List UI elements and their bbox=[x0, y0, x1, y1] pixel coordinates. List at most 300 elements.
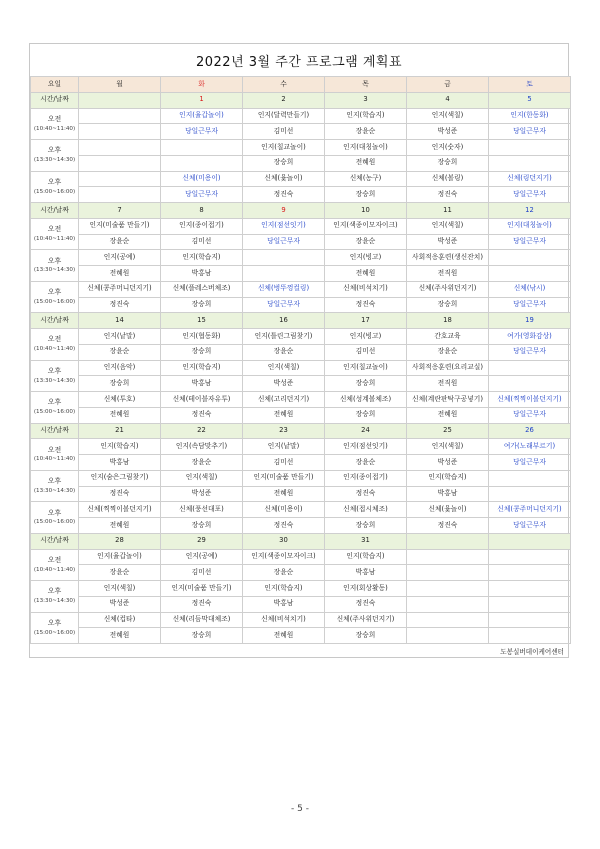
program-cell: 인지(속담맞추기) bbox=[161, 439, 243, 455]
program-cell bbox=[79, 108, 161, 124]
slot-time: (10:40~11:40) bbox=[33, 125, 76, 132]
staff-row bbox=[31, 376, 571, 392]
day-header-mon: 월 bbox=[79, 77, 161, 93]
staff-cell bbox=[407, 596, 489, 612]
slot-time: (10:40~11:40) bbox=[33, 456, 76, 463]
staff-cell bbox=[489, 266, 571, 282]
time-slot-label bbox=[31, 108, 79, 140]
program-cell: 인지(회상활동) bbox=[325, 581, 407, 597]
program-cell bbox=[407, 581, 489, 597]
staff-cell: 장윤순 bbox=[407, 344, 489, 360]
program-cell: 신체(찍찍이볼던지기) bbox=[489, 392, 571, 408]
staff-cell bbox=[489, 628, 571, 644]
program-cell bbox=[79, 171, 161, 187]
program-cell: 인지(대칭놀이) bbox=[489, 218, 571, 234]
slot-name: 오후 bbox=[47, 587, 62, 596]
program-cell: 신체(테이블자유투) bbox=[161, 392, 243, 408]
date-cell: 30 bbox=[243, 533, 325, 549]
staff-cell: 전혜원 bbox=[325, 266, 407, 282]
program-row bbox=[31, 250, 571, 266]
time-slot-label bbox=[31, 360, 79, 392]
date-cell: 16 bbox=[243, 313, 325, 329]
program-row bbox=[31, 470, 571, 486]
slot-name: 오후 bbox=[47, 398, 62, 407]
date-cell: 10 bbox=[325, 203, 407, 219]
staff-cell: 장윤순 bbox=[325, 455, 407, 471]
program-cell: 인지(칠교놀이) bbox=[243, 140, 325, 156]
program-cell: 인지(공예) bbox=[161, 549, 243, 565]
slot-time: (15:00~16:00) bbox=[33, 298, 76, 305]
program-cell: 신체(풍선대포) bbox=[161, 502, 243, 518]
staff-cell: 정진숙 bbox=[243, 518, 325, 534]
time-slot-label bbox=[31, 281, 79, 313]
program-cell: 인지(공예) bbox=[79, 250, 161, 266]
program-cell: 인지(빙고) bbox=[325, 329, 407, 345]
program-cell: 인지(학습지) bbox=[161, 250, 243, 266]
staff-cell: 정진숙 bbox=[161, 596, 243, 612]
date-cell: 2 bbox=[243, 92, 325, 108]
program-cell: 신체(콩주머니던지기) bbox=[79, 281, 161, 297]
staff-cell: 장윤순 bbox=[243, 344, 325, 360]
program-cell: 신체(미용이) bbox=[161, 171, 243, 187]
date-cell: 7 bbox=[79, 203, 161, 219]
time-slot-label bbox=[31, 171, 79, 203]
date-cell: 12 bbox=[489, 203, 571, 219]
staff-cell: 박성준 bbox=[407, 455, 489, 471]
date-row bbox=[31, 533, 571, 549]
time-slot-label bbox=[31, 439, 79, 471]
staff-cell: 전혜원 bbox=[79, 518, 161, 534]
staff-cell: 장윤순 bbox=[243, 565, 325, 581]
date-cell: 8 bbox=[161, 203, 243, 219]
date-cell: 23 bbox=[243, 423, 325, 439]
program-cell bbox=[161, 140, 243, 156]
staff-cell bbox=[161, 155, 243, 171]
date-cell: 17 bbox=[325, 313, 407, 329]
date-row-label: 시간/날짜 bbox=[31, 533, 79, 549]
slot-time: (10:40~11:40) bbox=[33, 566, 76, 573]
staff-cell: 당일근무자 bbox=[489, 234, 571, 250]
staff-cell bbox=[407, 628, 489, 644]
staff-cell: 정진숙 bbox=[325, 486, 407, 502]
program-cell: 인지(율갑놀이) bbox=[79, 549, 161, 565]
staff-cell: 장승희 bbox=[325, 376, 407, 392]
schedule-body bbox=[31, 77, 571, 644]
staff-cell: 전혜원 bbox=[79, 628, 161, 644]
program-cell: 사회적응훈련(요리교실) bbox=[407, 360, 489, 376]
staff-row bbox=[31, 486, 571, 502]
program-cell: 인지(색칠) bbox=[407, 439, 489, 455]
slot-name: 오후 bbox=[47, 366, 62, 375]
staff-cell bbox=[489, 565, 571, 581]
staff-cell: 전직원 bbox=[407, 376, 489, 392]
day-header-thu: 목 bbox=[325, 77, 407, 93]
staff-cell: 박성준 bbox=[161, 486, 243, 502]
staff-cell: 정진숙 bbox=[325, 297, 407, 313]
date-cell: 1 bbox=[161, 92, 243, 108]
date-cell bbox=[489, 533, 571, 549]
staff-cell: 당일근무자 bbox=[489, 187, 571, 203]
program-row bbox=[31, 549, 571, 565]
program-cell: 신체(리듬막대체조) bbox=[161, 612, 243, 628]
staff-cell bbox=[243, 266, 325, 282]
date-cell: 4 bbox=[407, 92, 489, 108]
staff-cell bbox=[489, 155, 571, 171]
date-cell: 28 bbox=[79, 533, 161, 549]
staff-row bbox=[31, 344, 571, 360]
staff-cell: 전혜원 bbox=[243, 486, 325, 502]
staff-cell: 김미선 bbox=[243, 455, 325, 471]
program-row bbox=[31, 392, 571, 408]
staff-row bbox=[31, 266, 571, 282]
staff-row bbox=[31, 628, 571, 644]
staff-cell: 장승희 bbox=[407, 297, 489, 313]
staff-cell: 전혜원 bbox=[407, 407, 489, 423]
program-cell bbox=[407, 612, 489, 628]
staff-cell: 박홍남 bbox=[161, 266, 243, 282]
program-cell: 신체(윷놀이) bbox=[407, 502, 489, 518]
program-cell: 신체(미용이) bbox=[243, 502, 325, 518]
staff-row bbox=[31, 407, 571, 423]
program-cell: 인지(틀린그림찾기) bbox=[243, 329, 325, 345]
program-row bbox=[31, 218, 571, 234]
program-cell: 인지(색종이모자이크) bbox=[243, 549, 325, 565]
program-cell: 인지(색칠) bbox=[243, 360, 325, 376]
page-number: - 5 - bbox=[291, 804, 309, 814]
program-cell: 신체(투호) bbox=[79, 392, 161, 408]
program-cell bbox=[79, 140, 161, 156]
staff-cell bbox=[79, 124, 161, 140]
staff-cell: 정진숙 bbox=[161, 407, 243, 423]
program-cell: 인지(음악) bbox=[79, 360, 161, 376]
slot-time: (15:00~16:00) bbox=[33, 629, 76, 636]
corner-cell: 요일 bbox=[31, 77, 79, 93]
staff-cell: 박홍남 bbox=[325, 565, 407, 581]
program-cell: 인지(대칭놀이) bbox=[325, 140, 407, 156]
time-slot-label bbox=[31, 581, 79, 613]
staff-cell: 당일근무자 bbox=[489, 518, 571, 534]
staff-cell: 전직원 bbox=[407, 266, 489, 282]
staff-cell: 장윤순 bbox=[161, 455, 243, 471]
staff-cell: 장승희 bbox=[79, 376, 161, 392]
time-slot-label bbox=[31, 612, 79, 644]
staff-row bbox=[31, 155, 571, 171]
program-cell bbox=[407, 549, 489, 565]
staff-cell: 장승희 bbox=[243, 155, 325, 171]
date-cell bbox=[407, 533, 489, 549]
program-cell bbox=[489, 581, 571, 597]
program-cell: 여가(영화감상) bbox=[489, 329, 571, 345]
date-row bbox=[31, 313, 571, 329]
date-row-label: 시간/날짜 bbox=[31, 92, 79, 108]
date-row bbox=[31, 203, 571, 219]
program-cell: 인지(학습지) bbox=[243, 581, 325, 597]
date-cell: 5 bbox=[489, 92, 571, 108]
staff-cell: 당일근무자 bbox=[243, 234, 325, 250]
program-cell: 인지(학습지) bbox=[325, 108, 407, 124]
program-cell bbox=[489, 470, 571, 486]
date-row bbox=[31, 423, 571, 439]
program-cell: 신체(콩주머니던지기) bbox=[489, 502, 571, 518]
staff-cell: 전혜원 bbox=[243, 628, 325, 644]
staff-cell: 당일근무자 bbox=[161, 124, 243, 140]
staff-cell: 김미선 bbox=[325, 344, 407, 360]
program-cell: 인지(학습지) bbox=[79, 439, 161, 455]
slot-time: (13:30~14:30) bbox=[33, 487, 76, 494]
slot-name: 오후 bbox=[47, 288, 62, 297]
program-cell: 인지(점선잇기) bbox=[243, 218, 325, 234]
staff-cell: 당일근무자 bbox=[243, 297, 325, 313]
slot-name: 오후 bbox=[47, 618, 62, 627]
program-cell: 인지(색칠) bbox=[407, 218, 489, 234]
staff-cell bbox=[489, 486, 571, 502]
staff-cell: 당일근무자 bbox=[489, 455, 571, 471]
staff-row bbox=[31, 518, 571, 534]
date-cell: 21 bbox=[79, 423, 161, 439]
staff-cell: 김미선 bbox=[161, 565, 243, 581]
slot-time: (15:00~16:00) bbox=[33, 519, 76, 526]
staff-row bbox=[31, 297, 571, 313]
staff-cell: 당일근무자 bbox=[489, 124, 571, 140]
staff-cell: 정진숙 bbox=[79, 297, 161, 313]
slot-time: (13:30~14:30) bbox=[33, 157, 76, 164]
staff-cell: 장승희 bbox=[161, 344, 243, 360]
program-cell: 인지(색칠) bbox=[407, 108, 489, 124]
staff-cell: 박성준 bbox=[407, 234, 489, 250]
staff-cell: 장승희 bbox=[325, 407, 407, 423]
slot-name: 오후 bbox=[47, 508, 62, 517]
program-row bbox=[31, 612, 571, 628]
staff-cell: 장승희 bbox=[325, 187, 407, 203]
program-cell: 인지(숨은그림찾기) bbox=[79, 470, 161, 486]
program-cell: 여가(노래부르기) bbox=[489, 439, 571, 455]
center-name: 도봉실버데이케어센터 bbox=[500, 648, 564, 656]
staff-cell: 전혜원 bbox=[79, 407, 161, 423]
slot-time: (13:30~14:30) bbox=[33, 267, 76, 274]
schedule-table bbox=[30, 76, 571, 644]
slot-time: (10:40~11:40) bbox=[33, 235, 76, 242]
program-row bbox=[31, 281, 571, 297]
staff-row bbox=[31, 596, 571, 612]
program-cell: 신체(찍찍이볼던지기) bbox=[79, 502, 161, 518]
program-cell: 신체(농구) bbox=[325, 171, 407, 187]
staff-cell: 장윤순 bbox=[325, 234, 407, 250]
program-cell: 신체(링던지기) bbox=[489, 171, 571, 187]
program-cell: 인지(학습지) bbox=[407, 470, 489, 486]
time-slot-label bbox=[31, 218, 79, 250]
date-cell: 22 bbox=[161, 423, 243, 439]
date-cell: 19 bbox=[489, 313, 571, 329]
program-cell: 인지(점선잇기) bbox=[325, 439, 407, 455]
day-header-sat: 토 bbox=[489, 77, 571, 93]
program-cell: 인지(칠교놀이) bbox=[325, 360, 407, 376]
staff-row bbox=[31, 455, 571, 471]
program-cell: 인지(색칠) bbox=[79, 581, 161, 597]
date-row bbox=[31, 92, 571, 108]
slot-name: 오전 bbox=[47, 114, 62, 123]
staff-cell: 장승희 bbox=[161, 297, 243, 313]
program-cell bbox=[243, 250, 325, 266]
program-row bbox=[31, 502, 571, 518]
slot-name: 오전 bbox=[47, 225, 62, 234]
time-slot-label bbox=[31, 470, 79, 502]
program-cell: 인지(율갑놀이) bbox=[161, 108, 243, 124]
staff-cell: 당일근무자 bbox=[489, 407, 571, 423]
staff-cell: 박홍남 bbox=[161, 376, 243, 392]
staff-cell: 박홍남 bbox=[407, 486, 489, 502]
date-cell: 31 bbox=[325, 533, 407, 549]
staff-row bbox=[31, 124, 571, 140]
slot-time: (13:30~14:30) bbox=[33, 598, 76, 605]
time-slot-label bbox=[31, 549, 79, 581]
staff-cell: 장윤순 bbox=[325, 124, 407, 140]
date-cell: 9 bbox=[243, 203, 325, 219]
program-cell: 인지(낱말) bbox=[243, 439, 325, 455]
staff-cell: 박성준 bbox=[243, 376, 325, 392]
date-row-label: 시간/날짜 bbox=[31, 203, 79, 219]
staff-cell bbox=[79, 155, 161, 171]
staff-cell: 장윤순 bbox=[79, 565, 161, 581]
program-cell bbox=[489, 612, 571, 628]
program-row bbox=[31, 140, 571, 156]
program-cell: 신체(낚시) bbox=[489, 281, 571, 297]
program-cell: 신체(컵타) bbox=[79, 612, 161, 628]
time-slot-label bbox=[31, 392, 79, 424]
staff-cell: 장승희 bbox=[325, 628, 407, 644]
program-cell bbox=[489, 360, 571, 376]
staff-cell: 정진숙 bbox=[243, 187, 325, 203]
program-cell: 인지(빙고) bbox=[325, 250, 407, 266]
program-cell: 인지(숫자) bbox=[407, 140, 489, 156]
staff-row bbox=[31, 565, 571, 581]
program-cell bbox=[489, 549, 571, 565]
page-title: 2022년 3월 주간 프로그램 계획표 bbox=[195, 54, 403, 70]
day-header-wed: 수 bbox=[243, 77, 325, 93]
program-cell: 신체(성계볼체조) bbox=[325, 392, 407, 408]
program-cell: 인지(학습지) bbox=[325, 549, 407, 565]
staff-row bbox=[31, 234, 571, 250]
program-cell: 인지(한동화) bbox=[489, 108, 571, 124]
date-cell: 29 bbox=[161, 533, 243, 549]
program-cell: 인지(종이접기) bbox=[325, 470, 407, 486]
program-row bbox=[31, 108, 571, 124]
staff-cell: 김미선 bbox=[161, 234, 243, 250]
time-slot-label bbox=[31, 329, 79, 361]
staff-cell: 장승희 bbox=[161, 628, 243, 644]
day-header-fri: 금 bbox=[407, 77, 489, 93]
slot-name: 오후 bbox=[47, 177, 62, 186]
staff-cell: 장승희 bbox=[407, 155, 489, 171]
program-cell: 신체(고리던지기) bbox=[243, 392, 325, 408]
staff-cell: 정진숙 bbox=[79, 486, 161, 502]
staff-cell bbox=[489, 376, 571, 392]
date-cell: 25 bbox=[407, 423, 489, 439]
time-slot-label bbox=[31, 502, 79, 534]
program-cell: 인지(협동화) bbox=[161, 329, 243, 345]
staff-row bbox=[31, 187, 571, 203]
staff-cell: 박성준 bbox=[79, 596, 161, 612]
time-slot-label bbox=[31, 250, 79, 282]
program-cell: 인지(종이접기) bbox=[161, 218, 243, 234]
program-row bbox=[31, 360, 571, 376]
slot-name: 오전 bbox=[47, 555, 62, 564]
header-row bbox=[31, 77, 571, 93]
program-row bbox=[31, 581, 571, 597]
date-row-label: 시간/날짜 bbox=[31, 423, 79, 439]
date-cell: 3 bbox=[325, 92, 407, 108]
slot-name: 오후 bbox=[47, 146, 62, 155]
slot-name: 오후 bbox=[47, 256, 62, 265]
program-cell: 신체(계란판탁구공넣기) bbox=[407, 392, 489, 408]
program-cell: 인지(색종이모자이크) bbox=[325, 218, 407, 234]
staff-cell bbox=[407, 565, 489, 581]
date-cell: 11 bbox=[407, 203, 489, 219]
staff-cell: 정진숙 bbox=[407, 187, 489, 203]
staff-cell: 박성준 bbox=[407, 124, 489, 140]
day-header-tue: 화 bbox=[161, 77, 243, 93]
program-cell: 신체(비석치기) bbox=[243, 612, 325, 628]
program-cell: 신체(윷놀이) bbox=[243, 171, 325, 187]
program-cell: 인지(미술품 만들기) bbox=[243, 470, 325, 486]
slot-time: (15:00~16:00) bbox=[33, 188, 76, 195]
staff-cell: 김미선 bbox=[243, 124, 325, 140]
date-cell: 15 bbox=[161, 313, 243, 329]
program-cell: 인지(학습지) bbox=[161, 360, 243, 376]
program-cell: 인지(달력만들기) bbox=[243, 108, 325, 124]
staff-cell: 전혜원 bbox=[243, 407, 325, 423]
program-cell bbox=[489, 250, 571, 266]
program-row bbox=[31, 171, 571, 187]
slot-name: 오후 bbox=[47, 477, 62, 486]
slot-name: 오전 bbox=[47, 335, 62, 344]
staff-cell: 당일근무자 bbox=[161, 187, 243, 203]
program-cell: 인지(낱말) bbox=[79, 329, 161, 345]
staff-cell: 장승희 bbox=[161, 518, 243, 534]
staff-cell: 전혜원 bbox=[325, 155, 407, 171]
time-slot-label bbox=[31, 140, 79, 172]
staff-cell: 박홍남 bbox=[79, 455, 161, 471]
staff-cell: 당일근무자 bbox=[489, 344, 571, 360]
staff-cell: 장윤순 bbox=[79, 234, 161, 250]
staff-cell: 장윤순 bbox=[79, 344, 161, 360]
slot-time: (15:00~16:00) bbox=[33, 409, 76, 416]
staff-cell bbox=[489, 596, 571, 612]
program-cell: 사회적응훈련(생신잔치) bbox=[407, 250, 489, 266]
staff-cell: 박홍남 bbox=[243, 596, 325, 612]
date-row-label: 시간/날짜 bbox=[31, 313, 79, 329]
staff-cell: 장승희 bbox=[325, 518, 407, 534]
staff-cell: 정진숙 bbox=[407, 518, 489, 534]
date-cell: 18 bbox=[407, 313, 489, 329]
staff-cell: 전혜원 bbox=[79, 266, 161, 282]
slot-time: (10:40~11:40) bbox=[33, 346, 76, 353]
staff-cell: 당일근무자 bbox=[489, 297, 571, 313]
program-cell: 신체(접시체조) bbox=[325, 502, 407, 518]
program-cell: 신체(주사위던지기) bbox=[407, 281, 489, 297]
date-cell: 24 bbox=[325, 423, 407, 439]
slot-name: 오전 bbox=[47, 445, 62, 454]
program-cell: 신체(비석치기) bbox=[325, 281, 407, 297]
program-cell: 신체(주사위던지기) bbox=[325, 612, 407, 628]
program-cell: 신체(플레스버체조) bbox=[161, 281, 243, 297]
program-cell bbox=[489, 140, 571, 156]
program-cell: 인지(미술품 만들기) bbox=[79, 218, 161, 234]
program-row bbox=[31, 329, 571, 345]
program-cell: 인지(색칠) bbox=[161, 470, 243, 486]
staff-cell bbox=[79, 187, 161, 203]
program-row bbox=[31, 439, 571, 455]
program-cell: 인지(미술품 만들기) bbox=[161, 581, 243, 597]
